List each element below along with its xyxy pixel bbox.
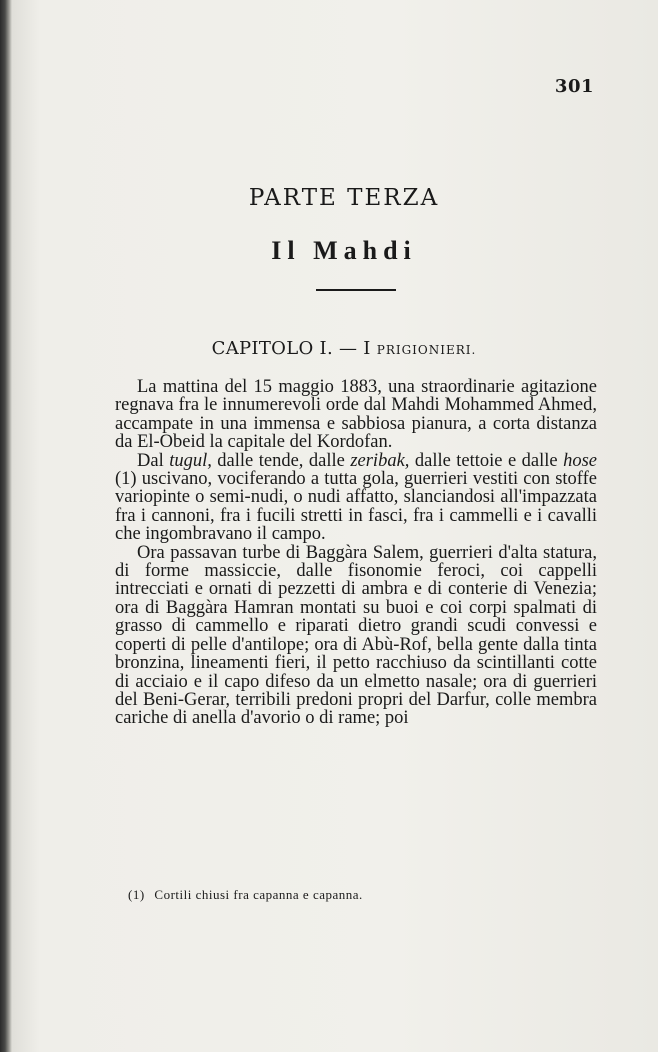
body-text [115,378,597,728]
title-rule [316,289,396,291]
section-title: Il Mahdi [271,236,417,265]
italic-term: tugul, [169,450,212,471]
binding-edge [0,0,12,1052]
text-segment: dalle tende, dalle [211,450,351,471]
chapter-label: CAPITOLO I. — I [211,338,371,359]
part-title: PARTE TERZA [248,185,440,211]
footnote-mark: (1) [128,887,145,902]
paragraph [115,544,597,728]
text-segment: La mattina del 15 maggio 1883, una straordinarie agitazione regnava fra le innumerevoli orde dal Mahdi Mohammed Ahmed, accampate in una immensa e sabbiosa pianura, a corta distanza da El-Obeid la capitale del Kordofan. [115,377,597,453]
paragraph [115,378,597,452]
paragraph [115,452,597,544]
page-number: 301 [554,76,594,97]
chapter-title [0,338,658,359]
footnote-text: Cortili chiusi fra capanna e capanna. [154,887,363,902]
text-segment: Dal [137,450,170,471]
footnote [128,887,363,903]
text-segment: (1) uscivano, vociferando a tutta gola, guerrieri vestiti con stoffe variopinte o semi-nudi, o nudi affatto, slanciandosi all'impazzata fra i cannoni, fra i fucili stretti in fasci, fra i cammelli e i cavalli che ingombravano il campo. [115,469,597,545]
italic-term: zeribak, [350,450,410,471]
text-segment: dalle tettoie e dalle [409,450,564,471]
text-segment: Ora passavan turbe di Baggàra Salem, guerrieri d'alta statura, di forme massiccie, dalle fisonomie feroci, coi cappelli intrecciati e ornati di pezzetti di ambra e di conterie di Venezia; ora di Baggàra Hamran montati su buoi e coi corpi spalmati di grasso di cammello e riparati dietro grandi scudi convessi e coperti di pelle d'antilope; ora di Abù-Rof, bella gente dalla tinta bronzina, lineamenti fieri, il petto racchiuso da scintillanti cotte di acciaio e il capo difeso da un elmetto nasale; ora di guerrieri del Beni-Gerar, terribili predoni propri del Darfur, colle membra cariche di anella d'avorio o di rame; poi [115,542,597,729]
italic-term: hose [563,450,598,471]
chapter-name: PRIGIONIERI. [376,343,477,357]
